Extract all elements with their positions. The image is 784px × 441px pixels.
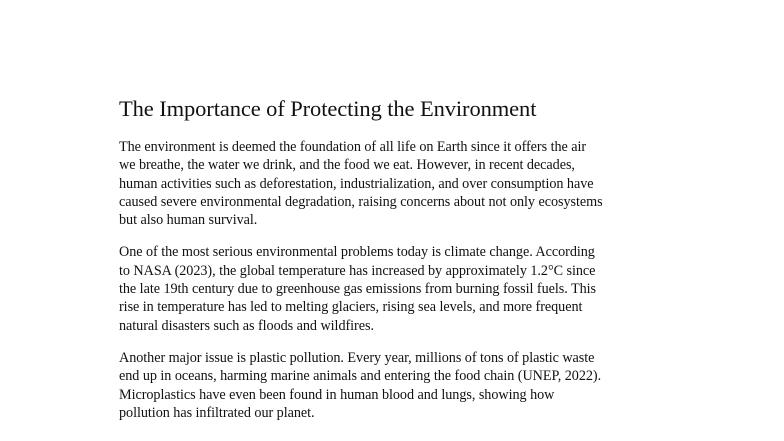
text-line: rise in temperature has led to melting glaciers, rising sea levels, and more frequent	[119, 299, 583, 316]
text-line: Microplastics have even been found in human blood and lungs, showing how	[119, 386, 555, 403]
document-body	[119, 95, 679, 436]
paragraph-intro	[119, 138, 679, 229]
text-line: One of the most serious environmental problems today is climate change. According	[119, 244, 595, 261]
text-line: caused severe environmental degradation, raising concerns about not only ecosystems	[119, 193, 603, 210]
text-line: the late 19th century due to greenhouse gas emissions from burning fossil fuels. This	[119, 281, 596, 298]
text-line: end up in oceans, harming marine animals and entering the food chain (UNEP, 2022).	[119, 368, 602, 385]
text-line: human activities such as deforestation, industrialization, and over consumption have	[119, 175, 594, 192]
paragraph-plastic-pollution	[119, 349, 679, 422]
text-line: natural disasters such as floods and wildfires.	[119, 317, 374, 334]
text-line: The environment is deemed the foundation of all life on Earth since it offers the air	[119, 139, 587, 155]
text-line: but also human survival.	[119, 212, 258, 229]
paragraph-climate-change	[119, 243, 679, 334]
text-line: to NASA (2023), the global temperature has increased by approximately 1.2°C since	[119, 262, 596, 279]
text-line: we breathe, the water we drink, and the food we eat. However, in recent decades,	[119, 157, 575, 174]
text-line: pollution has infiltrated our planet.	[119, 404, 315, 421]
text-line: Another major issue is plastic pollution. Every year, millions of tons of plastic waste	[119, 349, 595, 366]
document-title: The Importance of Protecting the Environment	[119, 96, 537, 121]
